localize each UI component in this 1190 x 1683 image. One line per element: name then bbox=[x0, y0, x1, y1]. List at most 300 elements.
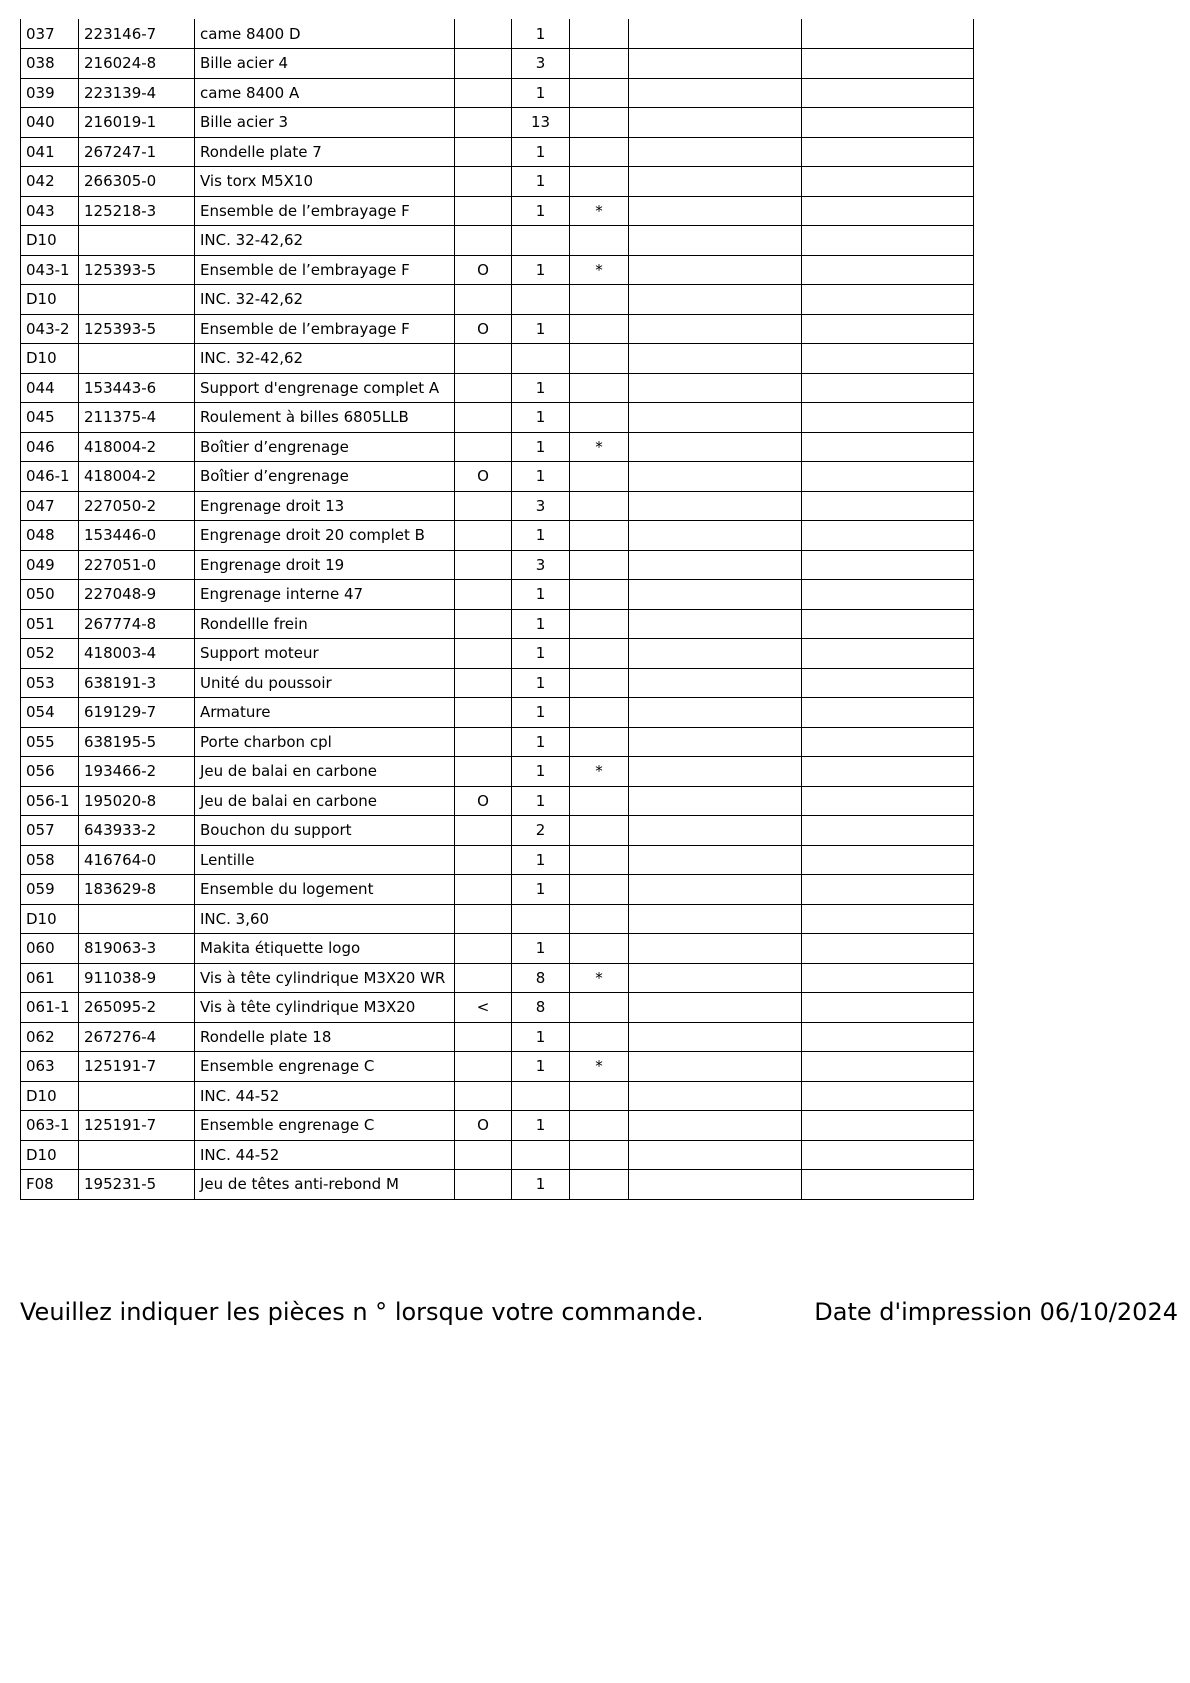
option-cell bbox=[455, 19, 512, 49]
part-number-cell: 911038-9 bbox=[79, 963, 195, 993]
quantity-cell: 1 bbox=[512, 403, 570, 433]
blank-cell bbox=[629, 816, 802, 846]
blank-cell bbox=[802, 462, 974, 492]
description-cell: INC. 44-52 bbox=[195, 1140, 455, 1170]
option-cell bbox=[455, 875, 512, 905]
item-number-cell: 051 bbox=[21, 609, 79, 639]
quantity-cell: 3 bbox=[512, 491, 570, 521]
item-number-cell: 055 bbox=[21, 727, 79, 757]
blank-cell bbox=[629, 285, 802, 315]
description-cell: Bouchon du support bbox=[195, 816, 455, 846]
blank-cell bbox=[629, 108, 802, 138]
item-number-cell: 039 bbox=[21, 78, 79, 108]
part-number-cell: 638191-3 bbox=[79, 668, 195, 698]
quantity-cell: 1 bbox=[512, 196, 570, 226]
item-number-cell: 038 bbox=[21, 49, 79, 79]
table-row bbox=[21, 698, 974, 728]
quantity-cell: 1 bbox=[512, 462, 570, 492]
blank-cell bbox=[629, 344, 802, 374]
blank-cell bbox=[802, 757, 974, 787]
item-number-cell: 059 bbox=[21, 875, 79, 905]
part-number-cell bbox=[79, 1140, 195, 1170]
item-number-cell: 043-1 bbox=[21, 255, 79, 285]
blank-cell bbox=[629, 993, 802, 1023]
note-cell bbox=[570, 285, 629, 315]
blank-cell bbox=[629, 1111, 802, 1141]
quantity-cell: 1 bbox=[512, 727, 570, 757]
note-cell bbox=[570, 49, 629, 79]
option-cell bbox=[455, 757, 512, 787]
option-cell bbox=[455, 550, 512, 580]
option-cell bbox=[455, 1052, 512, 1082]
table-row bbox=[21, 196, 974, 226]
blank-cell bbox=[629, 167, 802, 197]
option-cell bbox=[455, 698, 512, 728]
blank-cell bbox=[629, 1081, 802, 1111]
blank-cell bbox=[629, 668, 802, 698]
option-cell bbox=[455, 816, 512, 846]
quantity-cell: 1 bbox=[512, 1111, 570, 1141]
table-row bbox=[21, 609, 974, 639]
option-cell bbox=[455, 727, 512, 757]
blank-cell bbox=[629, 757, 802, 787]
blank-cell bbox=[629, 875, 802, 905]
part-number-cell: 125191-7 bbox=[79, 1111, 195, 1141]
note-cell bbox=[570, 845, 629, 875]
description-cell: Rondellle frein bbox=[195, 609, 455, 639]
option-cell bbox=[455, 609, 512, 639]
quantity-cell: 13 bbox=[512, 108, 570, 138]
quantity-cell: 1 bbox=[512, 432, 570, 462]
note-cell bbox=[570, 550, 629, 580]
note-cell bbox=[570, 668, 629, 698]
blank-cell bbox=[802, 108, 974, 138]
option-cell bbox=[455, 1170, 512, 1200]
quantity-cell: 1 bbox=[512, 757, 570, 787]
note-cell bbox=[570, 521, 629, 551]
quantity-cell bbox=[512, 226, 570, 256]
part-number-cell: 211375-4 bbox=[79, 403, 195, 433]
item-number-cell: D10 bbox=[21, 1140, 79, 1170]
part-number-cell: 227051-0 bbox=[79, 550, 195, 580]
part-number-cell: 125191-7 bbox=[79, 1052, 195, 1082]
option-cell bbox=[455, 226, 512, 256]
part-number-cell: 266305-0 bbox=[79, 167, 195, 197]
note-cell bbox=[570, 639, 629, 669]
quantity-cell: 1 bbox=[512, 137, 570, 167]
table-row bbox=[21, 49, 974, 79]
note-cell bbox=[570, 993, 629, 1023]
blank-cell bbox=[802, 137, 974, 167]
item-number-cell: D10 bbox=[21, 904, 79, 934]
quantity-cell bbox=[512, 285, 570, 315]
blank-cell bbox=[629, 373, 802, 403]
description-cell: Ensemble de l’embrayage F bbox=[195, 314, 455, 344]
option-cell bbox=[455, 78, 512, 108]
description-cell: Vis torx M5X10 bbox=[195, 167, 455, 197]
description-cell: INC. 3,60 bbox=[195, 904, 455, 934]
blank-cell bbox=[802, 491, 974, 521]
option-cell: O bbox=[455, 786, 512, 816]
option-cell: O bbox=[455, 462, 512, 492]
description-cell: Ensemble de l’embrayage F bbox=[195, 196, 455, 226]
note-cell bbox=[570, 108, 629, 138]
blank-cell bbox=[629, 462, 802, 492]
table-row bbox=[21, 344, 974, 374]
item-number-cell: 056 bbox=[21, 757, 79, 787]
blank-cell bbox=[802, 373, 974, 403]
blank-cell bbox=[629, 491, 802, 521]
part-number-cell: 619129-7 bbox=[79, 698, 195, 728]
option-cell bbox=[455, 491, 512, 521]
item-number-cell: D10 bbox=[21, 226, 79, 256]
option-cell bbox=[455, 403, 512, 433]
part-number-cell: 418003-4 bbox=[79, 639, 195, 669]
description-cell: Support d'engrenage complet A bbox=[195, 373, 455, 403]
description-cell: Ensemble engrenage C bbox=[195, 1052, 455, 1082]
description-cell: Jeu de têtes anti-rebond M bbox=[195, 1170, 455, 1200]
item-number-cell: 061-1 bbox=[21, 993, 79, 1023]
quantity-cell: 1 bbox=[512, 255, 570, 285]
blank-cell bbox=[802, 1170, 974, 1200]
part-number-cell: 125218-3 bbox=[79, 196, 195, 226]
blank-cell bbox=[629, 1052, 802, 1082]
option-cell bbox=[455, 521, 512, 551]
note-cell bbox=[570, 727, 629, 757]
blank-cell bbox=[629, 1170, 802, 1200]
option-cell bbox=[455, 49, 512, 79]
item-number-cell: 037 bbox=[21, 19, 79, 49]
blank-cell bbox=[629, 19, 802, 49]
description-cell: came 8400 A bbox=[195, 78, 455, 108]
table-row bbox=[21, 550, 974, 580]
description-cell: Engrenage interne 47 bbox=[195, 580, 455, 610]
part-number-cell: 267774-8 bbox=[79, 609, 195, 639]
blank-cell bbox=[629, 78, 802, 108]
quantity-cell: 2 bbox=[512, 816, 570, 846]
table-row bbox=[21, 1170, 974, 1200]
table-row bbox=[21, 845, 974, 875]
blank-cell bbox=[802, 934, 974, 964]
option-cell: O bbox=[455, 255, 512, 285]
option-cell bbox=[455, 1140, 512, 1170]
item-number-cell: 041 bbox=[21, 137, 79, 167]
blank-cell bbox=[629, 196, 802, 226]
item-number-cell: D10 bbox=[21, 285, 79, 315]
blank-cell bbox=[629, 226, 802, 256]
quantity-cell: 1 bbox=[512, 668, 570, 698]
blank-cell bbox=[802, 698, 974, 728]
blank-cell bbox=[802, 993, 974, 1023]
part-number-cell: 416764-0 bbox=[79, 845, 195, 875]
quantity-cell: 1 bbox=[512, 845, 570, 875]
blank-cell bbox=[629, 904, 802, 934]
table-row bbox=[21, 1140, 974, 1170]
quantity-cell: 3 bbox=[512, 49, 570, 79]
blank-cell bbox=[629, 550, 802, 580]
note-cell bbox=[570, 462, 629, 492]
blank-cell bbox=[802, 78, 974, 108]
description-cell: Bille acier 3 bbox=[195, 108, 455, 138]
item-number-cell: 043 bbox=[21, 196, 79, 226]
quantity-cell bbox=[512, 1140, 570, 1170]
blank-cell bbox=[629, 963, 802, 993]
blank-cell bbox=[802, 904, 974, 934]
note-cell bbox=[570, 1081, 629, 1111]
part-number-cell: 223139-4 bbox=[79, 78, 195, 108]
option-cell: O bbox=[455, 314, 512, 344]
item-number-cell: 057 bbox=[21, 816, 79, 846]
option-cell bbox=[455, 963, 512, 993]
blank-cell bbox=[629, 521, 802, 551]
table-row bbox=[21, 19, 974, 49]
option-cell bbox=[455, 196, 512, 226]
blank-cell bbox=[802, 432, 974, 462]
item-number-cell: 040 bbox=[21, 108, 79, 138]
part-number-cell: 125393-5 bbox=[79, 314, 195, 344]
item-number-cell: 058 bbox=[21, 845, 79, 875]
option-cell bbox=[455, 167, 512, 197]
quantity-cell: 1 bbox=[512, 521, 570, 551]
blank-cell bbox=[802, 1140, 974, 1170]
description-cell: Ensemble de l’embrayage F bbox=[195, 255, 455, 285]
item-number-cell: 050 bbox=[21, 580, 79, 610]
quantity-cell: 1 bbox=[512, 698, 570, 728]
description-cell: Ensemble engrenage C bbox=[195, 1111, 455, 1141]
option-cell: O bbox=[455, 1111, 512, 1141]
blank-cell bbox=[802, 521, 974, 551]
quantity-cell: 1 bbox=[512, 19, 570, 49]
description-cell: Lentille bbox=[195, 845, 455, 875]
quantity-cell: 1 bbox=[512, 1052, 570, 1082]
table-row bbox=[21, 1022, 974, 1052]
description-cell: INC. 44-52 bbox=[195, 1081, 455, 1111]
part-number-cell: 193466-2 bbox=[79, 757, 195, 787]
table-row bbox=[21, 1081, 974, 1111]
blank-cell bbox=[802, 403, 974, 433]
blank-cell bbox=[802, 609, 974, 639]
item-number-cell: 046-1 bbox=[21, 462, 79, 492]
option-cell bbox=[455, 373, 512, 403]
description-cell: Jeu de balai en carbone bbox=[195, 786, 455, 816]
note-cell: * bbox=[570, 757, 629, 787]
table-row bbox=[21, 757, 974, 787]
blank-cell bbox=[802, 1052, 974, 1082]
blank-cell bbox=[802, 963, 974, 993]
part-number-cell: 153446-0 bbox=[79, 521, 195, 551]
part-number-cell bbox=[79, 226, 195, 256]
part-number-cell: 638195-5 bbox=[79, 727, 195, 757]
table-row bbox=[21, 314, 974, 344]
part-number-cell: 267247-1 bbox=[79, 137, 195, 167]
part-number-cell bbox=[79, 285, 195, 315]
note-cell bbox=[570, 373, 629, 403]
blank-cell bbox=[802, 344, 974, 374]
part-number-cell: 265095-2 bbox=[79, 993, 195, 1023]
description-cell: Engrenage droit 19 bbox=[195, 550, 455, 580]
blank-cell bbox=[802, 19, 974, 49]
note-cell bbox=[570, 609, 629, 639]
table-row bbox=[21, 108, 974, 138]
part-number-cell bbox=[79, 344, 195, 374]
item-number-cell: 045 bbox=[21, 403, 79, 433]
note-cell bbox=[570, 1022, 629, 1052]
description-cell: Porte charbon cpl bbox=[195, 727, 455, 757]
blank-cell bbox=[802, 1111, 974, 1141]
quantity-cell: 1 bbox=[512, 314, 570, 344]
blank-cell bbox=[802, 550, 974, 580]
quantity-cell: 1 bbox=[512, 639, 570, 669]
part-number-cell: 819063-3 bbox=[79, 934, 195, 964]
blank-cell bbox=[802, 1081, 974, 1111]
table-row bbox=[21, 934, 974, 964]
item-number-cell: 042 bbox=[21, 167, 79, 197]
quantity-cell: 1 bbox=[512, 786, 570, 816]
part-number-cell bbox=[79, 904, 195, 934]
description-cell: Rondelle plate 18 bbox=[195, 1022, 455, 1052]
description-cell: Unité du poussoir bbox=[195, 668, 455, 698]
note-cell bbox=[570, 403, 629, 433]
option-cell bbox=[455, 432, 512, 462]
part-number-cell: 216024-8 bbox=[79, 49, 195, 79]
quantity-cell: 8 bbox=[512, 993, 570, 1023]
blank-cell bbox=[802, 580, 974, 610]
description-cell: Boîtier d’engrenage bbox=[195, 462, 455, 492]
note-cell bbox=[570, 816, 629, 846]
blank-cell bbox=[802, 816, 974, 846]
note-cell bbox=[570, 875, 629, 905]
blank-cell bbox=[629, 698, 802, 728]
note-cell bbox=[570, 19, 629, 49]
description-cell: Makita étiquette logo bbox=[195, 934, 455, 964]
option-cell bbox=[455, 1081, 512, 1111]
part-number-cell: 418004-2 bbox=[79, 462, 195, 492]
note-cell bbox=[570, 344, 629, 374]
blank-cell bbox=[629, 1022, 802, 1052]
blank-cell bbox=[629, 934, 802, 964]
description-cell: Bille acier 4 bbox=[195, 49, 455, 79]
item-number-cell: 063 bbox=[21, 1052, 79, 1082]
table-row bbox=[21, 255, 974, 285]
table-row bbox=[21, 373, 974, 403]
table-row bbox=[21, 403, 974, 433]
quantity-cell bbox=[512, 904, 570, 934]
blank-cell bbox=[629, 727, 802, 757]
option-cell bbox=[455, 1022, 512, 1052]
blank-cell bbox=[629, 845, 802, 875]
table-row bbox=[21, 1111, 974, 1141]
option-cell bbox=[455, 668, 512, 698]
blank-cell bbox=[629, 639, 802, 669]
description-cell: INC. 32-42,62 bbox=[195, 285, 455, 315]
item-number-cell: 047 bbox=[21, 491, 79, 521]
note-cell: * bbox=[570, 1052, 629, 1082]
blank-cell bbox=[802, 255, 974, 285]
quantity-cell: 3 bbox=[512, 550, 570, 580]
item-number-cell: 043-2 bbox=[21, 314, 79, 344]
item-number-cell: 061 bbox=[21, 963, 79, 993]
blank-cell bbox=[802, 668, 974, 698]
quantity-cell: 1 bbox=[512, 875, 570, 905]
blank-cell bbox=[629, 1140, 802, 1170]
table-row bbox=[21, 491, 974, 521]
description-cell: INC. 32-42,62 bbox=[195, 344, 455, 374]
item-number-cell: D10 bbox=[21, 344, 79, 374]
print-date: Date d'impression 06/10/2024 bbox=[814, 1298, 1178, 1326]
table-row bbox=[21, 639, 974, 669]
option-cell bbox=[455, 904, 512, 934]
item-number-cell: 054 bbox=[21, 698, 79, 728]
item-number-cell: 053 bbox=[21, 668, 79, 698]
table-row bbox=[21, 167, 974, 197]
table-row bbox=[21, 904, 974, 934]
part-number-cell: 153443-6 bbox=[79, 373, 195, 403]
blank-cell bbox=[802, 727, 974, 757]
table-row bbox=[21, 462, 974, 492]
table-row bbox=[21, 137, 974, 167]
item-number-cell: 052 bbox=[21, 639, 79, 669]
quantity-cell: 1 bbox=[512, 167, 570, 197]
note-cell: * bbox=[570, 196, 629, 226]
description-cell: Rondelle plate 7 bbox=[195, 137, 455, 167]
note-cell bbox=[570, 78, 629, 108]
table-row bbox=[21, 993, 974, 1023]
blank-cell bbox=[802, 875, 974, 905]
note-cell bbox=[570, 226, 629, 256]
note-cell: * bbox=[570, 255, 629, 285]
item-number-cell: 048 bbox=[21, 521, 79, 551]
quantity-cell: 1 bbox=[512, 1170, 570, 1200]
note-cell bbox=[570, 904, 629, 934]
description-cell: Support moteur bbox=[195, 639, 455, 669]
item-number-cell: 049 bbox=[21, 550, 79, 580]
option-cell bbox=[455, 934, 512, 964]
blank-cell bbox=[629, 314, 802, 344]
table-row bbox=[21, 226, 974, 256]
option-cell bbox=[455, 580, 512, 610]
description-cell: Boîtier d’engrenage bbox=[195, 432, 455, 462]
note-cell bbox=[570, 491, 629, 521]
quantity-cell bbox=[512, 1081, 570, 1111]
description-cell: came 8400 D bbox=[195, 19, 455, 49]
table-row bbox=[21, 786, 974, 816]
quantity-cell: 1 bbox=[512, 373, 570, 403]
part-number-cell: 227050-2 bbox=[79, 491, 195, 521]
item-number-cell: 062 bbox=[21, 1022, 79, 1052]
option-cell bbox=[455, 108, 512, 138]
table-row bbox=[21, 727, 974, 757]
quantity-cell bbox=[512, 344, 570, 374]
part-number-cell: 195231-5 bbox=[79, 1170, 195, 1200]
part-number-cell: 195020-8 bbox=[79, 786, 195, 816]
description-cell: Vis à tête cylindrique M3X20 bbox=[195, 993, 455, 1023]
item-number-cell: 060 bbox=[21, 934, 79, 964]
item-number-cell: F08 bbox=[21, 1170, 79, 1200]
blank-cell bbox=[802, 226, 974, 256]
note-cell bbox=[570, 1170, 629, 1200]
blank-cell bbox=[802, 1022, 974, 1052]
table-row bbox=[21, 285, 974, 315]
item-number-cell: 046 bbox=[21, 432, 79, 462]
blank-cell bbox=[802, 285, 974, 315]
note-cell bbox=[570, 698, 629, 728]
description-cell: Roulement à billes 6805LLB bbox=[195, 403, 455, 433]
parts-table bbox=[20, 19, 974, 1200]
note-cell: * bbox=[570, 432, 629, 462]
quantity-cell: 8 bbox=[512, 963, 570, 993]
option-cell bbox=[455, 639, 512, 669]
table-row bbox=[21, 78, 974, 108]
